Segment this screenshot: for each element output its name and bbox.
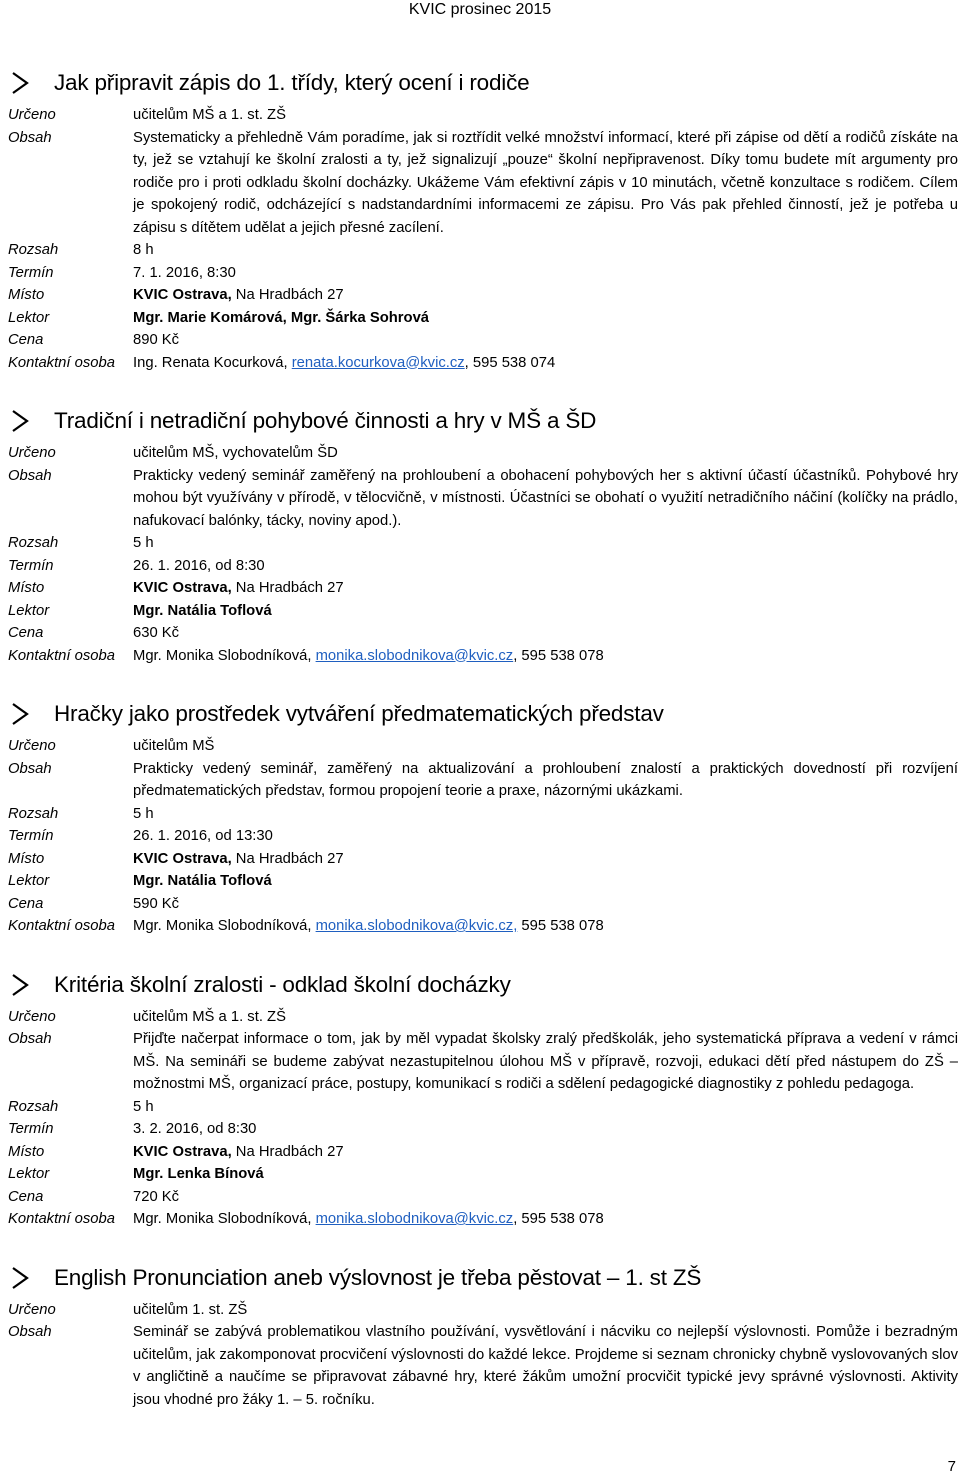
contact-email-link[interactable]: renata.kocurkova@kvic.cz bbox=[291, 354, 465, 371]
value-obsah: Prakticky vedený seminář zaměřený na prohloubení a obohacení pohybových her s aktivní účastí účastníků. Pohybové hry mohou být využívány v přírodě, v tělocvičně, v místnosti. Účastníci se obohatí o využití netradičního náčiní (kolíčky na prádlo, nafukovací balónky, tácky, noviny apod.). bbox=[133, 467, 958, 529]
row-misto bbox=[8, 1141, 958, 1164]
course-item bbox=[8, 404, 958, 667]
value-cena: 630 Kč bbox=[133, 625, 180, 641]
course-title bbox=[8, 66, 958, 100]
venue-address: Na Hradbách 27 bbox=[231, 1143, 344, 1160]
label-lektor: Lektor bbox=[8, 873, 50, 889]
row-urceno bbox=[8, 1299, 958, 1322]
course-list bbox=[8, 66, 958, 1441]
row-termin bbox=[8, 555, 958, 578]
value-urceno: učitelům 1. st. ZŠ bbox=[133, 1301, 248, 1318]
arrow-bullet-icon bbox=[8, 409, 32, 433]
label-kontakt: Kontaktní osoba bbox=[8, 1211, 115, 1227]
value-misto bbox=[133, 577, 958, 600]
label-misto: Místo bbox=[8, 850, 45, 867]
row-lektor bbox=[8, 600, 958, 623]
value-lektor: Mgr. Lenka Bínová bbox=[133, 1166, 264, 1182]
value-cena: 890 Kč bbox=[133, 332, 180, 348]
label-obsah: Obsah bbox=[8, 467, 52, 484]
course-title-text: Tradiční i netradiční pohybové činnosti a hry v MŠ a ŠD bbox=[54, 408, 597, 433]
course-title-text: Jak připravit zápis do 1. třídy, který ocení i rodiče bbox=[54, 70, 530, 95]
label-rozsah: Rozsah bbox=[8, 1098, 59, 1115]
contact-email-link[interactable]: monika.slobodnikova@kvic.cz bbox=[315, 1211, 514, 1227]
page-number: 7 bbox=[947, 1458, 956, 1475]
row-lektor bbox=[8, 307, 958, 330]
contact-phone: , 595 538 078 bbox=[513, 1211, 604, 1227]
row-kontakt bbox=[8, 352, 958, 375]
contact-phone: , 595 538 074 bbox=[464, 354, 556, 371]
page-header: KVIC prosinec 2015 bbox=[408, 1, 552, 18]
row-obsah bbox=[8, 1321, 958, 1411]
row-lektor bbox=[8, 1163, 958, 1186]
course-title bbox=[8, 697, 958, 731]
label-rozsah: Rozsah bbox=[8, 805, 59, 822]
label-obsah: Obsah bbox=[8, 1031, 52, 1047]
row-rozsah bbox=[8, 532, 958, 555]
contact-email-link[interactable]: monika.slobodnikova@kvic.cz, bbox=[315, 918, 518, 934]
arrow-bullet-icon bbox=[8, 973, 32, 997]
arrow-bullet-icon bbox=[8, 702, 32, 726]
label-kontakt: Kontaktní osoba bbox=[8, 354, 115, 371]
value-kontakt bbox=[133, 645, 958, 668]
label-lektor: Lektor bbox=[8, 1166, 50, 1182]
row-misto bbox=[8, 577, 958, 600]
label-obsah: Obsah bbox=[8, 760, 52, 777]
course-item bbox=[8, 1261, 958, 1412]
row-termin bbox=[8, 825, 958, 848]
row-obsah bbox=[8, 758, 958, 803]
value-cena: 590 Kč bbox=[133, 895, 180, 912]
label-termin: Termín bbox=[8, 828, 54, 844]
value-termin: 26. 1. 2016, od 13:30 bbox=[133, 828, 273, 844]
row-misto bbox=[8, 848, 958, 871]
value-kontakt bbox=[133, 352, 958, 375]
row-cena bbox=[8, 1186, 958, 1209]
label-urceno: Určeno bbox=[8, 738, 56, 754]
row-obsah bbox=[8, 465, 958, 533]
venue-address: Na Hradbách 27 bbox=[231, 580, 344, 596]
course-title bbox=[8, 1261, 958, 1295]
row-kontakt bbox=[8, 1208, 958, 1231]
label-termin: Termín bbox=[8, 557, 54, 574]
row-kontakt bbox=[8, 645, 958, 668]
value-rozsah: 8 h bbox=[133, 242, 154, 258]
label-obsah: Obsah bbox=[8, 1324, 52, 1340]
label-obsah: Obsah bbox=[8, 129, 52, 146]
row-obsah bbox=[8, 1028, 958, 1096]
label-urceno: Určeno bbox=[8, 1301, 56, 1318]
value-termin: 26. 1. 2016, od 8:30 bbox=[133, 557, 265, 574]
arrow-bullet-icon bbox=[8, 1266, 32, 1290]
label-cena: Cena bbox=[8, 1188, 44, 1205]
venue-name: KVIC Ostrava, bbox=[133, 850, 232, 867]
row-obsah bbox=[8, 127, 958, 240]
value-obsah: Prakticky vedený seminář, zaměřený na aktualizování a prohloubení znalostí a praktických dovedností při rozvíjení předmatematických představ, formou propojení teorie a praxe, názornými ukázkami. bbox=[133, 760, 958, 799]
label-termin: Termín bbox=[8, 1121, 54, 1137]
label-rozsah: Rozsah bbox=[8, 242, 59, 258]
course-title-text: English Pronunciation aneb výslovnost je třeba pěstovat – 1. st ZŠ bbox=[54, 1264, 702, 1290]
row-rozsah bbox=[8, 803, 958, 826]
label-rozsah: Rozsah bbox=[8, 535, 59, 551]
row-termin bbox=[8, 1118, 958, 1141]
row-urceno bbox=[8, 442, 958, 465]
course-item bbox=[8, 697, 958, 938]
label-kontakt: Kontaktní osoba bbox=[8, 918, 115, 934]
contact-name: Mgr. Monika Slobodníková, bbox=[133, 647, 316, 664]
course-title-text: Hračky jako prostředek vytváření předmatematických představ bbox=[54, 701, 664, 726]
contact-name: Mgr. Monika Slobodníková, bbox=[133, 1211, 316, 1227]
contact-name: Mgr. Monika Slobodníková, bbox=[133, 918, 316, 934]
label-kontakt: Kontaktní osoba bbox=[8, 647, 115, 664]
label-misto: Místo bbox=[8, 580, 45, 596]
arrow-bullet-icon bbox=[8, 71, 32, 95]
value-termin: 3. 2. 2016, od 8:30 bbox=[133, 1121, 257, 1137]
value-rozsah: 5 h bbox=[133, 1098, 154, 1115]
row-cena bbox=[8, 622, 958, 645]
label-urceno: Určeno bbox=[8, 445, 56, 461]
value-obsah: Přijďte načerpat informace o tom, jak by měl vypadat školsky zralý předškolák, jeho systematická příprava a vedení v rámci MŠ. Na semináři se budeme zabývat nezastupitelnou úlohou MŠ v přípravě, rozvoji, edukaci dětí před nástupem do ZŠ – možnostmi MŠ, organizací práce, postupy, komunikací s rodiči a sdělení pedagogické diagnostiky z pohledu pedagoga. bbox=[133, 1031, 958, 1092]
value-obsah: Seminář se zabývá problematikou vlastního používání, vysvětlování i nácviku co nejlepší výslovnosti. Pomůže i bezradným učitelům, jak zakomponovat procvičení výslovnosti do každé lekce. Projdeme si seznam chronicky chybně vyslovovaných slov v angličtině a naučíme se připravovat zábavné hry, které žákům umožní procvičit typické jevy správné výslovnosti. Aktivity jsou vhodné pro žáky 1. – 5. ročníku. bbox=[133, 1324, 958, 1408]
label-cena: Cena bbox=[8, 895, 44, 912]
course-item bbox=[8, 66, 958, 374]
row-termin bbox=[8, 262, 958, 285]
value-rozsah: 5 h bbox=[133, 805, 154, 822]
row-lektor bbox=[8, 870, 958, 893]
label-lektor: Lektor bbox=[8, 309, 50, 326]
row-misto bbox=[8, 284, 958, 307]
contact-phone: , 595 538 078 bbox=[513, 647, 604, 664]
label-cena: Cena bbox=[8, 332, 44, 348]
value-urceno: učitelům MŠ bbox=[133, 738, 215, 754]
row-urceno bbox=[8, 735, 958, 758]
value-termin: 7. 1. 2016, 8:30 bbox=[133, 264, 236, 281]
value-kontakt bbox=[133, 915, 958, 938]
label-urceno: Určeno bbox=[8, 1008, 56, 1025]
venue-name: KVIC Ostrava, bbox=[133, 1143, 232, 1160]
value-urceno: učitelům MŠ, vychovatelům ŠD bbox=[133, 445, 338, 461]
venue-name: KVIC Ostrava, bbox=[133, 580, 232, 596]
value-rozsah: 5 h bbox=[133, 535, 154, 551]
value-kontakt bbox=[133, 1208, 958, 1231]
value-urceno: učitelům MŠ a 1. st. ZŠ bbox=[133, 1008, 286, 1025]
value-misto bbox=[133, 1141, 958, 1164]
value-misto bbox=[133, 284, 958, 307]
label-misto: Místo bbox=[8, 287, 45, 303]
label-urceno: Určeno bbox=[8, 107, 56, 123]
venue-address: Na Hradbách 27 bbox=[231, 850, 344, 867]
row-urceno bbox=[8, 104, 958, 127]
label-cena: Cena bbox=[8, 625, 44, 641]
contact-email-link[interactable]: monika.slobodnikova@kvic.cz bbox=[315, 647, 514, 664]
course-title bbox=[8, 404, 958, 438]
value-obsah: Systematicky a přehledně Vám poradíme, jak si roztřídit velké množství informací, které při zápise od dětí a rodičů získáte na ty, jež se vztahují ke školní zralosti a ty, jež signalizují „pouze“ školní nepřipravenost. Díky tomu budete mít argumenty pro rodiče pro i proti odkladu školní docházky. Ukážeme Vám efektivní zápis v 10 minutách, včetně konzultace s rodičem. Cílem je spokojený rodič, odcházející s nadstandardními informacemi ze zápisu. Pro Vás pak přehled činností, jež je potřeba u zápisu s dítětem udělat a jejich přesné zacílení. bbox=[133, 129, 958, 236]
row-rozsah bbox=[8, 1096, 958, 1119]
label-lektor: Lektor bbox=[8, 602, 50, 619]
course-title bbox=[8, 968, 958, 1002]
course-item bbox=[8, 968, 958, 1231]
label-termin: Termín bbox=[8, 264, 54, 281]
venue-name: KVIC Ostrava, bbox=[133, 287, 232, 303]
value-misto bbox=[133, 848, 958, 871]
contact-phone: 595 538 078 bbox=[517, 918, 604, 934]
contact-name: Ing. Renata Kocurková, bbox=[133, 354, 292, 371]
row-cena bbox=[8, 329, 958, 352]
label-misto: Místo bbox=[8, 1143, 45, 1160]
value-lektor: Mgr. Natália Toflová bbox=[133, 873, 272, 889]
value-cena: 720 Kč bbox=[133, 1188, 180, 1205]
course-title-text: Kritéria školní zralosti - odklad školní docházky bbox=[54, 971, 511, 997]
row-cena bbox=[8, 893, 958, 916]
row-kontakt bbox=[8, 915, 958, 938]
row-rozsah bbox=[8, 239, 958, 262]
value-lektor: Mgr. Natália Toflová bbox=[133, 602, 272, 619]
venue-address: Na Hradbách 27 bbox=[231, 287, 344, 303]
value-urceno: učitelům MŠ a 1. st. ZŠ bbox=[133, 107, 286, 123]
row-urceno bbox=[8, 1006, 958, 1029]
value-lektor: Mgr. Marie Komárová, Mgr. Šárka Sohrová bbox=[133, 309, 430, 326]
